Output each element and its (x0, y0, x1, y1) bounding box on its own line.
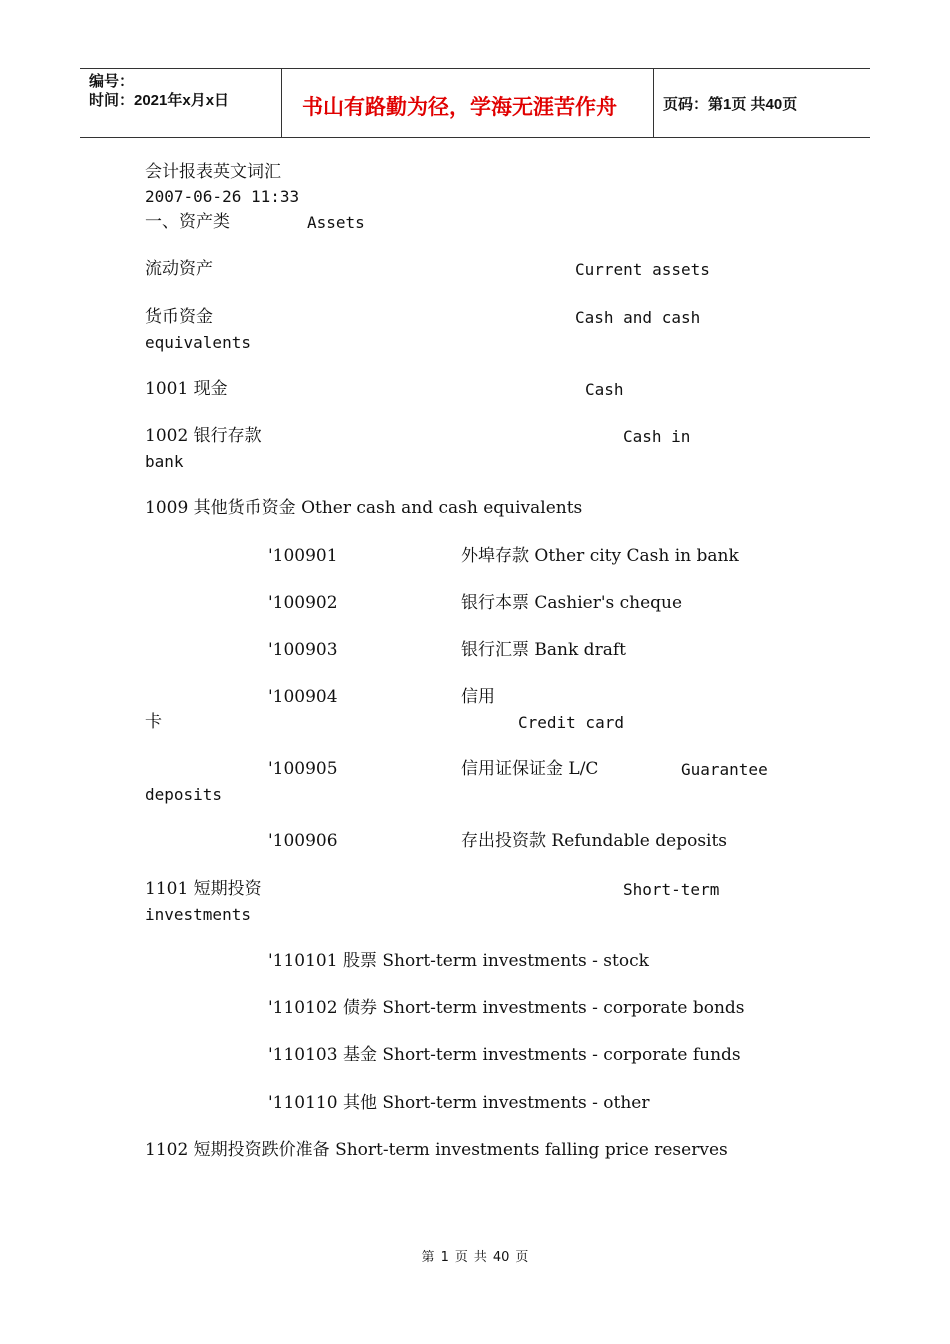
account-1009: 1009 其他货币资金 Other cash and cash equivalents (145, 498, 583, 518)
footer-page: 1 (440, 1250, 449, 1265)
sub-100904-text-cont: 卡 (145, 712, 162, 732)
sub-100905-en: Guarantee (681, 760, 768, 779)
footer-gong: 共 (473, 1250, 487, 1265)
header-motto-cell (282, 69, 654, 137)
cash-eq-en: Cash and cash (575, 308, 701, 327)
sub-100903-code: '100903 (268, 640, 338, 660)
time-label: 时间：2021年x月x日 (89, 92, 230, 109)
section-heading-en: Assets (307, 213, 365, 232)
cash-eq-en-cont: equivalents (145, 333, 251, 352)
account-1101-cn: 1101 短期投资 (145, 879, 262, 899)
sub-100901-text: 外埠存款 Other city Cash in bank (461, 546, 739, 566)
section-heading: 一、资产类 (145, 212, 230, 232)
sub-100905-code: '100905 (268, 759, 338, 779)
sub-100906-code: '100906 (268, 831, 338, 851)
sub-110110: '110110 其他 Short-term investments - other (268, 1093, 650, 1113)
sub-100906-text: 存出投资款 Refundable deposits (461, 831, 728, 851)
sub-100904-code: '100904 (268, 687, 338, 707)
account-1002-en-cont: bank (145, 452, 184, 471)
page-footer (0, 1246, 950, 1265)
sub-100902-code: '100902 (268, 593, 338, 613)
footer-di: 第 (421, 1250, 435, 1265)
account-1001-en: Cash (585, 380, 624, 399)
sub-100904-text: 信用 (461, 687, 495, 707)
doc-datetime: 2007-06-26 11:33 (145, 187, 300, 206)
sub-100905-en-cont: deposits (145, 785, 223, 804)
doc-title: 会计报表英文词汇 (145, 162, 281, 182)
current-assets-en: Current assets (575, 260, 710, 279)
sub-110101: '110101 股票 Short-term investments - stock (268, 951, 649, 971)
sub-100902-text: 银行本票 Cashier's cheque (461, 593, 683, 613)
cash-eq-cn: 货币资金 (145, 307, 213, 327)
account-1002-en: Cash in (623, 427, 691, 446)
sub-100901-code: '100901 (268, 546, 338, 566)
page-info: 页码：第1页 共40页 (663, 96, 798, 113)
code-label: 编号： (89, 73, 135, 90)
header-meta-cell (80, 69, 282, 137)
account-1001-cn: 1001 现金 (145, 379, 228, 399)
account-1002-cn: 1002 银行存款 (145, 426, 262, 446)
sub-110102: '110102 债券 Short-term investments - corporate bonds (268, 998, 745, 1018)
header-table (80, 68, 870, 138)
account-1102: 1102 短期投资跌价准备 Short-term investments falling price reserves (145, 1140, 728, 1160)
account-1101-en-cont: investments (145, 905, 251, 924)
footer-ye2: 页 (515, 1250, 529, 1265)
sub-100903-text: 银行汇票 Bank draft (461, 640, 626, 660)
footer-ye: 页 (454, 1250, 468, 1265)
sub-100904-en: Credit card (518, 713, 624, 732)
sub-100905-text: 信用证保证金 L/C (461, 759, 599, 779)
account-1101-en: Short-term (623, 880, 720, 899)
sub-110103: '110103 基金 Short-term investments - corporate funds (268, 1045, 741, 1065)
motto: 书山有路勤为径，学海无涯苦作舟 (302, 95, 617, 119)
footer-total: 40 (492, 1250, 510, 1265)
current-assets-cn: 流动资产 (145, 259, 213, 279)
